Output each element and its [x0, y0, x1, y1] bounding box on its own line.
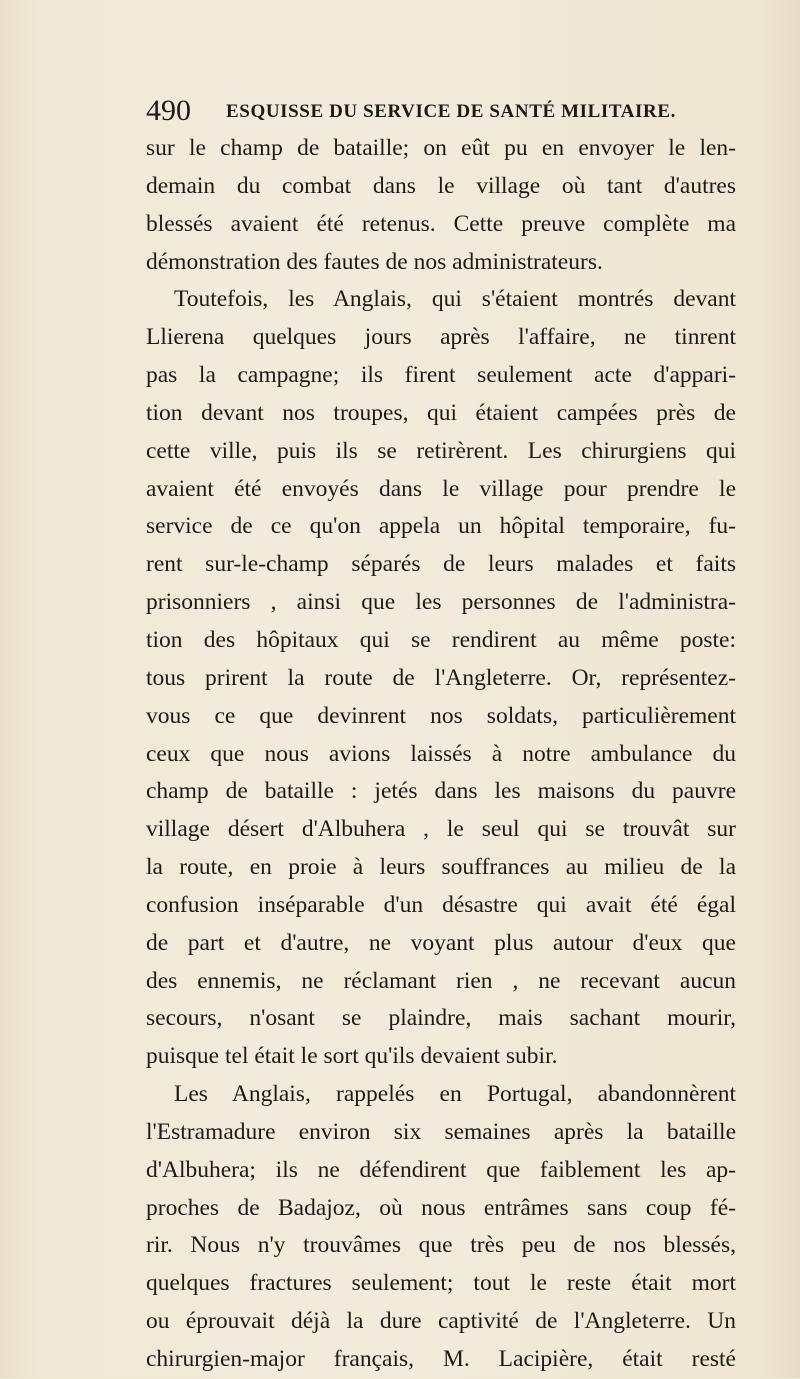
text-line: Toutefois, les Anglais, qui s'étaient montrés devant — [174, 286, 736, 313]
text-line: ceux que nous avions laissés à notre ambulance du — [146, 740, 736, 767]
text-line: chirurgien-major français, M. Lacipière, était resté — [146, 1346, 736, 1372]
text-line: tion devant nos troupes, qui étaient campées près de — [146, 399, 736, 426]
text-line: puisque tel était le sort qu'ils devaient subir. — [146, 1043, 558, 1070]
text-line: avaient été envoyés dans le village pour prendre le — [146, 475, 736, 502]
text-line: l'Estramadure environ six semaines après la bataille — [146, 1118, 736, 1145]
text-line: Les Anglais, rappelés en Portugal, abandonnèrent — [174, 1081, 736, 1108]
text-line: démonstration des fautes de nos administrateurs. — [146, 248, 603, 275]
text-line: rir. Nous n'y trouvâmes que très peu de nos blessés, — [146, 1232, 736, 1259]
text-line: quelques fractures seulement; tout le reste était mort — [146, 1270, 736, 1297]
page-header — [146, 94, 706, 128]
text-line: blessés avaient été retenus. Cette preuve complète ma — [146, 210, 736, 237]
text-line: champ de bataille : jetés dans les maisons du pauvre — [146, 778, 736, 805]
text-line: secours, n'osant se plaindre, mais sachant mourir, — [146, 1005, 736, 1032]
text-line: Llierena quelques jours après l'affaire, ne tinrent — [146, 324, 736, 351]
page-number: 490 — [146, 94, 191, 127]
text-line: tous prirent la route de l'Angleterre. Or, représentez- — [146, 664, 736, 691]
body-text — [146, 130, 736, 1379]
text-line: pas la campagne; ils firent seulement acte d'appari- — [146, 362, 736, 389]
text-line: sur le champ de bataille; on eût pu en envoyer le len- — [146, 135, 736, 161]
text-line: d'Albuhera; ils ne défendirent que faiblement les ap- — [146, 1156, 736, 1183]
text-line: prisonniers , ainsi que les personnes de l'administra- — [146, 589, 736, 616]
running-title: ESQUISSE DU SERVICE DE SANTÉ MILITAIRE. — [226, 101, 676, 122]
text-line: confusion inséparable d'un désastre qui avait été égal — [146, 891, 736, 918]
text-line: service de ce qu'on appela un hôpital temporaire, fu- — [146, 513, 736, 540]
text-line: vous ce que devinrent nos soldats, particulièrement — [146, 702, 736, 729]
text-line: de part et d'autre, ne voyant plus autour d'eux que — [146, 929, 736, 956]
text-line: rent sur-le-champ séparés de leurs malades et faits — [146, 551, 736, 578]
text-line: village désert d'Albuhera , le seul qui se trouvât sur — [146, 816, 736, 843]
text-line: ou éprouvait déjà la dure captivité de l'Angleterre. Un — [146, 1308, 736, 1335]
text-line: des ennemis, ne réclamant rien , ne recevant aucun — [146, 967, 736, 994]
text-line: la route, en proie à leurs souffrances au milieu de la — [146, 854, 736, 881]
text-line: demain du combat dans le village où tant d'autres — [146, 172, 736, 199]
text-line: cette ville, puis ils se retirèrent. Les chirurgiens qui — [146, 437, 736, 464]
text-line: proches de Badajoz, où nous entrâmes sans coup fé- — [146, 1194, 736, 1221]
text-line: tion des hôpitaux qui se rendirent au même poste: — [146, 626, 736, 653]
